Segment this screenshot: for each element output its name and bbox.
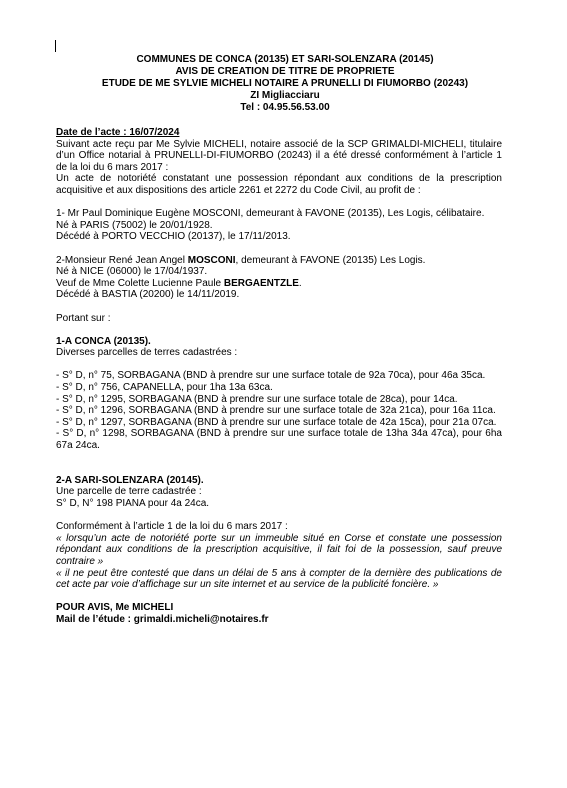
- header-avis: AVIS DE CREATION DE TITRE DE PROPRIETE: [175, 66, 395, 77]
- parcel-item: - S° D, n° 756, CAPANELLA, pour 1ha 13a 63ca.: [56, 382, 273, 394]
- notice-body: [56, 127, 502, 626]
- portant-sur: Portant sur :: [56, 312, 111, 324]
- sari-parcel: S° D, N° 198 PIANA pour 4a 24ca.: [56, 498, 210, 509]
- beneficiary-2-identity: 2-Monsieur René Jean Angel MOSCONI, demeurant à FAVONE (20135) Les Logis.: [56, 254, 426, 266]
- beneficiary-2-death: Décédé à BASTIA (20200) le 14/11/2019.: [56, 289, 240, 301]
- etude-mail: Mail de l’étude : grimaldi.micheli@notaires.fr: [56, 613, 269, 625]
- header-communes: COMMUNES DE CONCA (20135) ET SARI-SOLENZARA (20145): [136, 54, 434, 65]
- section-conca: [56, 336, 502, 452]
- acte-paragraph-2: Un acte de notoriété constatant une possession répondant aux conditions de la prescription acquisitive et aux dispositions des article 2261 et 2272 du Code Civil, au profit de :: [56, 173, 502, 196]
- loi-quote-1: « lorsqu’un acte de notoriété porte sur un immeuble situé en Corse et constate une possession répondant aux conditions de la prescription acquisitive, il fait foi de la possession, sauf preuve contraire »: [56, 532, 502, 567]
- beneficiary-1-identity: 1- Mr Paul Dominique Eugène MOSCONI, demeurant à FAVONE (20135), Les Logis, célibataire.: [56, 208, 485, 220]
- beneficiary-2-birth: Né à NICE (06000) le 17/04/1937.: [56, 266, 208, 278]
- parcel-item: - S° D, n° 1298, SORBAGANA (BND à prendre sur une surface totale de 13ha 34a 47ca), pour 6ha 67a 24ca.: [56, 428, 502, 452]
- header-address: ZI Migliacciaru: [250, 90, 320, 101]
- loi-quote-2: « il ne peut être contesté que dans un délai de 5 ans à compter de la dernière des publications de cet acte par voie d’affichage sur un site internet et au service de la publicité foncière. »: [56, 567, 502, 591]
- conca-title: 1-A CONCA (20135).: [56, 335, 151, 347]
- beneficiary-2: [56, 255, 502, 301]
- parcel-item: - S° D, n° 1296, SORBAGANA (BND à prendre sur une surface totale de 32a 21ca), pour 16a 11ca.: [56, 405, 496, 417]
- sari-title: 2-A SARI-SOLENZARA (20145).: [56, 474, 204, 486]
- notice-header: [60, 54, 510, 114]
- beneficiary-1-death: Décédé à PORTO VECCHIO (20137), le 17/11/2013.: [56, 231, 291, 243]
- beneficiary-1: [56, 208, 502, 243]
- text-cursor: [55, 40, 56, 52]
- beneficiary-2-spouse: Veuf de Mme Colette Lucienne Paule BERGAENTZLE.: [56, 277, 302, 289]
- notice-footer: [56, 602, 502, 625]
- acte-date: Date de l’acte : 16/07/2024: [56, 127, 180, 138]
- sari-intro: Une parcelle de terre cadastrée :: [56, 486, 202, 498]
- header-etude: ETUDE DE ME SYLVIE MICHELI NOTAIRE A PRUNELLI DI FIUMORBO (20243): [101, 78, 469, 89]
- header-phone: Tel : 04.95.56.53.00: [240, 102, 330, 113]
- loi-intro: Conformément à l’article 1 de la loi du 6 mars 2017 :: [56, 521, 288, 533]
- section-sari: [56, 475, 502, 510]
- conca-intro: Diverses parcelles de terres cadastrées :: [56, 347, 238, 359]
- parcel-item: - S° D, n° 1295, SORBAGANA (BND à prendre sur une surface totale de 28ca), pour 14ca.: [56, 393, 458, 405]
- beneficiary-1-birth: Né à PARIS (75002) le 20/01/1928.: [56, 219, 213, 231]
- parcel-item: - S° D, n° 1297, SORBAGANA (BND à prendre sur une surface totale de 42a 15ca), pour 21a 07ca.: [56, 416, 497, 428]
- pour-avis: POUR AVIS, Me MICHELI: [56, 602, 174, 614]
- parcel-item: - S° D, n° 75, SORBAGANA (BND à prendre sur une surface totale de 92a 70ca), pour 46a 35ca.: [56, 370, 486, 382]
- acte-paragraph-1: Suivant acte reçu par Me Sylvie MICHELI, notaire associé de la SCP GRIMALDI-MICHELI, titulaire d’un Office notarial à PRUNELLI-DI-FIUMORBO (20243) il a été dressé conformément à l’article 1 de la loi du 6 mars 2017 :: [56, 138, 502, 173]
- section-loi: [56, 521, 502, 591]
